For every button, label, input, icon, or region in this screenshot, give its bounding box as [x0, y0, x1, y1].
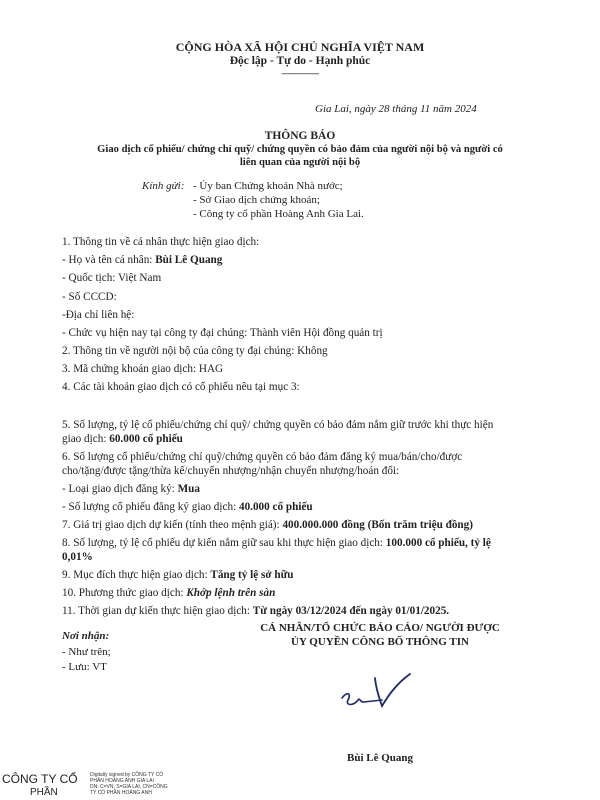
section-11-label: 11. Thời gian dự kiến thực hiện giao dịch: — [62, 605, 253, 617]
recipients-footer-item: - Lưu: VT — [62, 661, 107, 673]
section-10-value: Khớp lệnh trên sàn — [186, 587, 276, 599]
section-8-label: 8. Số lượng, tỷ lệ cổ phiếu dự kiến nắm giữ sau khi thực hiện giao dịch: — [62, 537, 386, 549]
section-10 — [62, 587, 275, 600]
section-7-value: 400.000.000 đồng (Bốn trăm triệu đồng) — [282, 519, 473, 531]
position: - Chức vụ hiện nay tại công ty đại chúng: Thành viên Hội đồng quản trị — [62, 327, 383, 339]
name-row — [62, 254, 222, 267]
doc-subtitle-1: Giao dịch cổ phiếu/ chứng chỉ quỹ/ chứng quyền có bảo đảm của người nội bộ và người có — [97, 144, 503, 155]
digital-sig-line: DN: C=VN, S=GIA LAI, CN=CÔNG — [90, 784, 168, 790]
nation-title: CỘNG HÒA XÃ HỘI CHỦ NGHĨA VIỆT NAM — [175, 40, 425, 54]
motto: Độc lập - Tự do - Hạnh phúc — [229, 55, 371, 67]
recipient-item: - Công ty cổ phần Hoàng Anh Gia Lai. — [193, 208, 364, 220]
section-9 — [62, 569, 294, 582]
place-date: Gia Lai, ngày 28 tháng 11 năm 2024 — [315, 103, 477, 115]
signature-title-2: ỦY QUYỀN CÔNG BỐ THÔNG TIN — [291, 636, 469, 648]
digital-signature-stamp — [0, 770, 600, 800]
recipients-footer-label: Nơi nhận: — [62, 630, 110, 642]
transaction-type — [62, 483, 200, 496]
nationality: - Quốc tịch: Việt Nam — [62, 272, 162, 284]
section-5-value: 60.000 cổ phiếu — [109, 433, 183, 445]
recipient-item: - Sở Giao dịch chứng khoán; — [193, 194, 320, 206]
section-11 — [62, 605, 449, 618]
name-value: Bùi Lê Quang — [155, 254, 223, 266]
section-8-line-2: 0,01% — [62, 551, 93, 563]
section-2: 2. Thông tin về người nội bộ của công ty đại chúng: Không — [62, 345, 328, 357]
handwritten-signature — [330, 670, 420, 730]
section-4: 4. Các tài khoản giao dịch có cổ phiếu nêu tại mục 3: — [62, 381, 300, 393]
section-7-label: 7. Giá trị giao dịch dự kiến (tính theo mệnh giá): — [62, 519, 283, 531]
name-label: - Họ và tên cá nhân: — [62, 254, 156, 266]
digital-sig-line: TY CỔ PHẦN HOÀNG ANH — [90, 790, 152, 796]
section-8-line-1 — [62, 537, 491, 550]
doc-subtitle-2: liên quan của người nội bộ — [239, 157, 361, 168]
section-1: 1. Thông tin về cá nhân thực hiện giao dịch: — [62, 236, 260, 248]
registered-quantity — [62, 501, 313, 514]
registered-quantity-value: 40.000 cổ phiếu — [238, 501, 313, 513]
section-5-label: giao dịch: — [62, 433, 110, 445]
section-11-value: Từ ngày 03/12/2024 đến ngày 01/01/2025. — [252, 605, 450, 617]
section-9-value: Tăng tỷ lệ sở hữu — [210, 569, 294, 581]
stamp-company-line-1: CÔNG TY CỔ — [2, 772, 78, 786]
digital-sig-line: PHẦN HOÀNG ANH GIA LAI — [90, 778, 154, 784]
doc-title: THÔNG BÁO — [264, 130, 336, 142]
section-8-value: 100.000 cổ phiếu, tỷ lệ — [385, 537, 491, 549]
section-7 — [62, 519, 473, 532]
section-10-label: 10. Phương thức giao dịch: — [62, 587, 187, 599]
registered-quantity-label: - Số lượng cổ phiếu đăng ký giao dịch: — [62, 501, 239, 513]
section-9-label: 9. Mục đích thực hiện giao dịch: — [62, 569, 211, 581]
section-6-line-2: cho/tặng/được tặng/thừa kế/chuyển nhượng/nhận chuyển nhượng/hoán đổi: — [62, 465, 400, 477]
recipient-item: - Ủy ban Chứng khoán Nhà nước; — [193, 180, 343, 192]
signer-name: Bùi Lê Quang — [346, 752, 414, 764]
address-label: -Địa chỉ liên hệ: — [62, 309, 135, 321]
section-5-line-1: 5. Số lượng, tỷ lệ cổ phiếu/chứng chỉ quỹ/ chứng quyền có bảo đảm nắm giữ trước khi thực hiện — [62, 419, 494, 431]
section-6-line-1: 6. Số lượng cổ phiếu/chứng chỉ quỹ/chứng quyền có bảo đảm đăng ký mua/bán/cho/được — [62, 451, 463, 463]
recipients-label: Kính gửi: — [142, 180, 185, 192]
signature-title-1: CÁ NHÂN/TỔ CHỨC BÁO CÁO/ NGƯỜI ĐƯỢC — [260, 622, 500, 634]
section-5-line-2 — [62, 433, 183, 446]
transaction-type-label: - Loại giao dịch đăng ký: — [62, 483, 178, 495]
transaction-type-value: Mua — [177, 483, 200, 495]
section-3: 3. Mã chứng khoán giao dịch: HAG — [62, 363, 224, 375]
recipients-footer-item: - Như trên; — [62, 646, 111, 658]
header-dashes: --------------- — [281, 68, 319, 78]
cccd-label: - Số CCCD: — [62, 291, 117, 303]
stamp-company-line-2: PHẦN — [30, 787, 58, 798]
digital-sig-line: Digitally signed by CÔNG TY CỔ — [90, 772, 164, 778]
